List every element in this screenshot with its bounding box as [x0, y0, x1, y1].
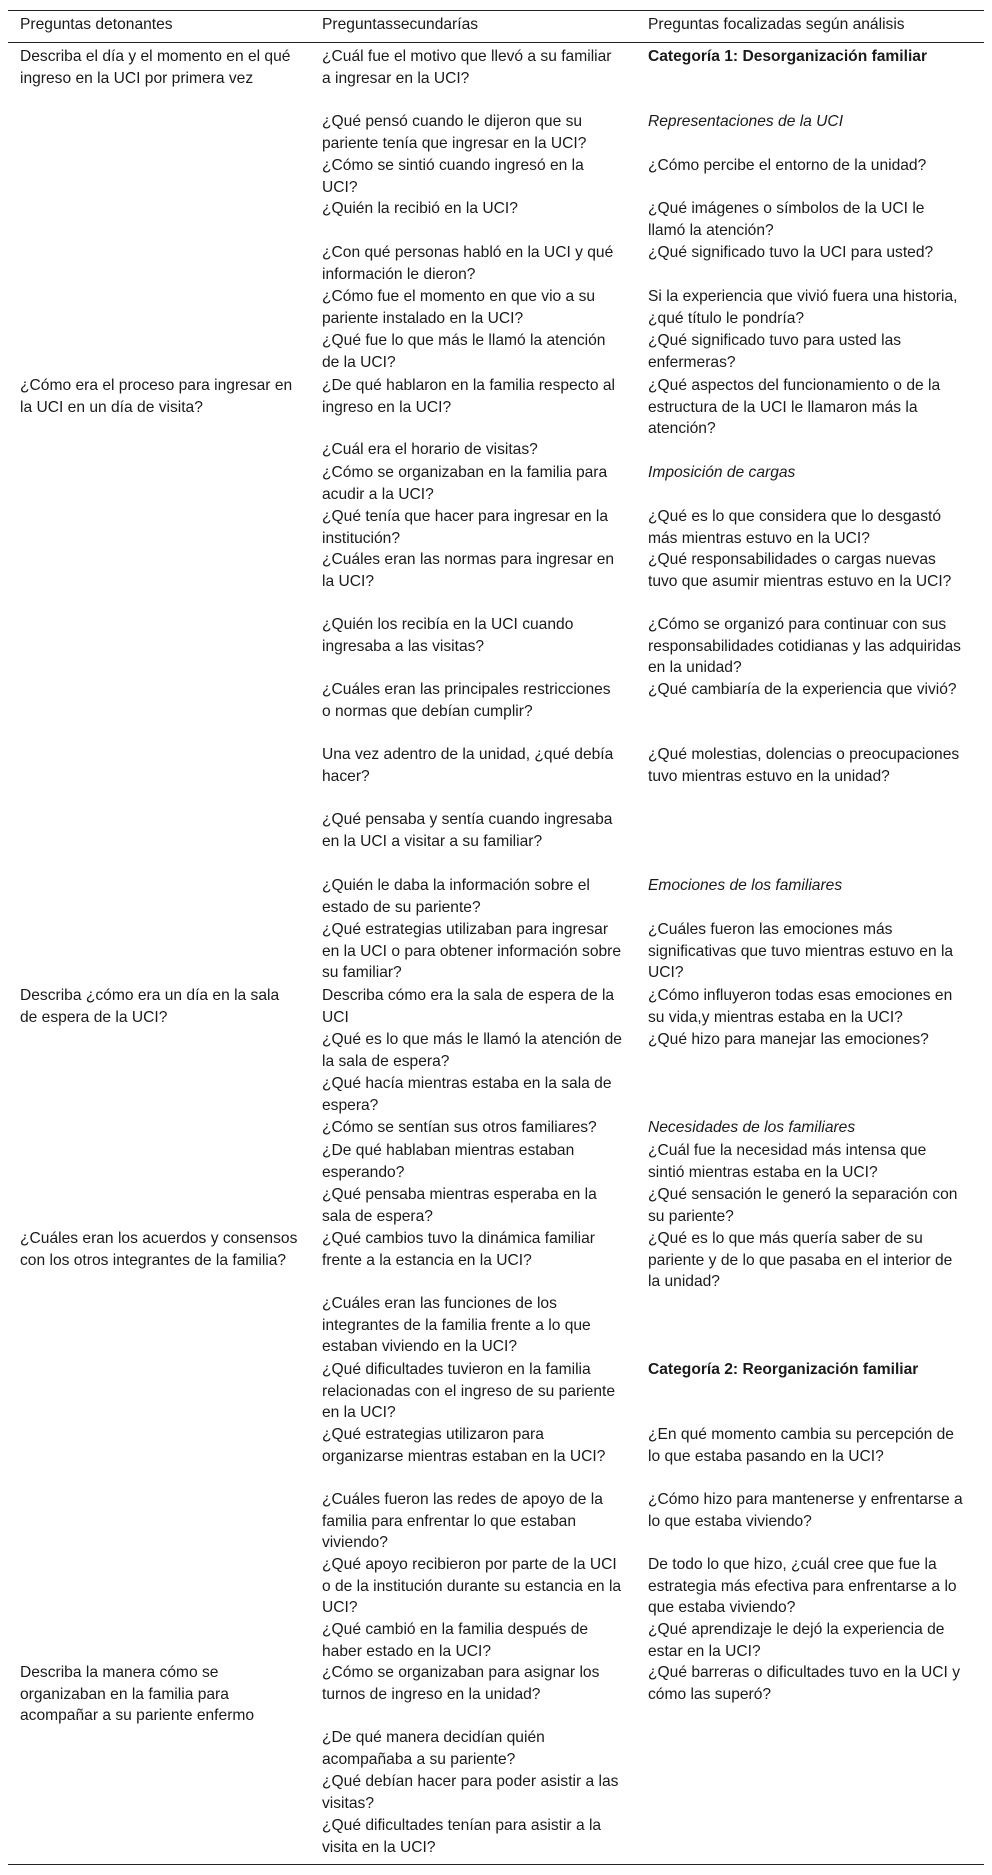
detonante-question: ¿Cómo era el proceso para ingresar en la UCI en un día de visita?: [20, 377, 293, 416]
secundaria-question: ¿De qué manera decidían quién acompañaba a su pariente?: [322, 1729, 545, 1768]
secundaria-question: ¿Qué es lo que más le llamó la atención de la sala de espera?: [322, 1031, 622, 1070]
detonante-question: Describa ¿cómo era un día en la sala de espera de la UCI?: [20, 987, 280, 1026]
secundaria-question: ¿Qué fue lo que más le llamó la atención de la UCI?: [322, 332, 606, 371]
secundaria-question: Describa cómo era la sala de espera de la UCI: [322, 987, 615, 1026]
focalizada-question: ¿Qué molestias, dolencias o preocupaciones tuvo mientras estuvo en la unidad?: [648, 746, 960, 785]
focalizada-question: Si la experiencia que vivió fuera una historia, ¿qué título le pondría?: [648, 288, 958, 327]
category-heading: Categoría 1: Desorganización familiar: [648, 48, 928, 65]
secundaria-question: ¿Cómo se organizaban para asignar los turnos de ingreso en la unidad?: [322, 1664, 600, 1703]
focalizada-question: ¿Qué significado tuvo para usted las enfermeras?: [648, 332, 902, 371]
focalizada-question: ¿Qué sensación le generó la separación con su pariente?: [648, 1186, 958, 1225]
secundaria-question: ¿Cuáles eran las principales restricciones o normas que debían cumplir?: [322, 681, 611, 720]
secundaria-question: ¿Qué debían hacer para poder asistir a las visitas?: [322, 1773, 619, 1812]
secundaria-question: ¿Qué hacía mientras estaba en la sala de espera?: [322, 1075, 612, 1114]
focalizada-question: ¿Qué es lo que considera que lo desgastó más mientras estuvo en la UCI?: [648, 508, 942, 547]
subcategory-heading: Necesidades de los familiares: [648, 1119, 856, 1136]
subcategory-heading: Emociones de los familiares: [648, 877, 843, 894]
secundaria-question: Una vez adentro de la unidad, ¿qué debía hacer?: [322, 746, 614, 785]
secundaria-question: ¿Cómo fue el momento en que vio a su pariente instalado en la UCI?: [322, 288, 596, 327]
secundaria-question: ¿De qué hablaban mientras estaban esperando?: [322, 1142, 575, 1181]
header-bottom-rule: [8, 42, 984, 43]
secundaria-question: ¿Qué tenía que hacer para ingresar en la institución?: [322, 508, 609, 547]
detonante-question: Describa el día y el momento en el qué ingreso en la UCI por primera vez: [20, 48, 291, 87]
focalizada-question: ¿Qué aprendizaje le dejó la experiencia de estar en la UCI?: [648, 1621, 945, 1660]
secundaria-question: ¿Cuál fue el motivo que llevó a su familiar a ingresar en la UCI?: [322, 48, 612, 87]
focalizada-question: ¿Qué hizo para manejar las emociones?: [648, 1031, 929, 1048]
detonante-question: ¿Cuáles eran los acuerdos y consensos con los otros integrantes de la familia?: [20, 1230, 298, 1269]
secundaria-question: ¿Qué estrategias utilizaban para ingresar en la UCI o para obtener información sobre su familiar?: [322, 921, 622, 981]
detonante-question: Describa la manera cómo se organizaban en la familia para acompañar a su pariente enfermo: [20, 1664, 255, 1724]
table-top-rule: [8, 10, 984, 11]
secundaria-question: ¿Cuál era el horario de visitas?: [322, 441, 538, 458]
header-detonantes: Preguntas detonantes: [20, 16, 173, 33]
secundaria-question: ¿Cómo se organizaban en la familia para acudir a la UCI?: [322, 464, 608, 503]
subcategory-heading: Representaciones de la UCI: [648, 113, 844, 130]
secundaria-question: ¿Con qué personas habló en la UCI y qué información le dieron?: [322, 244, 614, 283]
secundaria-question: ¿Cuáles eran las funciones de los integrantes de la familia frente a lo que estaban viviendo en la UCI?: [322, 1295, 591, 1355]
focalizada-question: ¿Qué imágenes o símbolos de la UCI le llamó la atención?: [648, 200, 925, 239]
secundaria-question: ¿Qué pensaba y sentía cuando ingresaba en la UCI a visitar a su familiar?: [322, 811, 613, 850]
secundaria-question: ¿Qué estrategias utilizaron para organizarse mientras estaban en la UCI?: [322, 1426, 606, 1465]
focalizada-question: ¿Cómo percibe el entorno de la unidad?: [648, 157, 927, 174]
focalizada-question: ¿Qué es lo que más quería saber de su pariente y de lo que pasaba en el interior de la unidad?: [648, 1230, 953, 1290]
focalizada-question: ¿Cómo hizo para mantenerse y enfrentarse a lo que estaba viviendo?: [648, 1491, 963, 1530]
focalizada-question: ¿En qué momento cambia su percepción de lo que estaba pasando en la UCI?: [648, 1426, 954, 1465]
focalizada-question: ¿Qué significado tuvo la UCI para usted?: [648, 244, 934, 261]
secundaria-question: ¿Qué cambios tuvo la dinámica familiar frente a la estancia en la UCI?: [322, 1230, 595, 1269]
secundaria-question: ¿Cuáles eran las normas para ingresar en la UCI?: [322, 551, 615, 590]
header-focalizadas: Preguntas focalizadas según análisis: [648, 16, 905, 33]
secundaria-question: ¿Qué dificultades tenían para asistir a la visita en la UCI?: [322, 1817, 602, 1856]
focalizada-question: ¿Cómo se organizó para continuar con sus responsabilidades cotidianas y las adquiridas en la unidad?: [648, 616, 961, 676]
focalizada-question: ¿Qué barreras o dificultades tuvo en la UCI y cómo las superó?: [648, 1664, 961, 1703]
focalizada-question: ¿Qué cambiaría de la experiencia que vivió?: [648, 681, 957, 698]
focalizada-question: De todo lo que hizo, ¿cuál cree que fue la estrategia más efectiva para enfrentarse a lo que estaba viviendo?: [648, 1556, 957, 1616]
secundaria-question: ¿De qué hablaron en la familia respecto al ingreso en la UCI?: [322, 377, 615, 416]
secundaria-question: ¿Qué pensó cuando le dijeron que su pariente tenía que ingresar en la UCI?: [322, 113, 587, 152]
secundaria-question: ¿Quién la recibió en la UCI?: [322, 200, 518, 217]
focalizada-question: ¿Cómo influyeron todas esas emociones en su vida,y mientras estaba en la UCI?: [648, 987, 953, 1026]
secundaria-question: ¿Cómo se sentían sus otros familiares?: [322, 1119, 597, 1136]
secundaria-question: ¿Cómo se sintió cuando ingresó en la UCI?: [322, 157, 584, 196]
secundaria-question: ¿Quién le daba la información sobre el estado de su pariente?: [322, 877, 590, 916]
focalizada-question: ¿Cuáles fueron las emociones más significativas que tuvo mientras estuvo en la UCI?: [648, 921, 954, 981]
secundaria-question: ¿Qué apoyo recibieron por parte de la UCI o de la institución durante su estancia en la UCI?: [322, 1556, 622, 1616]
secundaria-question: ¿Qué pensaba mientras esperaba en la sala de espera?: [322, 1186, 597, 1225]
category-heading: Categoría 2: Reorganización familiar: [648, 1361, 919, 1378]
header-secundarias: Preguntassecundarías: [322, 16, 479, 33]
secundaria-question: ¿Quién los recibía en la UCI cuando ingresaba a las visitas?: [322, 616, 574, 655]
table-bottom-rule: [8, 1864, 984, 1865]
secundaria-question: ¿Qué cambió en la familia después de haber estado en la UCI?: [322, 1621, 589, 1660]
subcategory-heading: Imposición de cargas: [648, 464, 796, 481]
focalizada-question: ¿Qué responsabilidades o cargas nuevas tuvo que asumir mientras estuvo en la UCI?: [648, 551, 952, 590]
secundaria-question: ¿Cuáles fueron las redes de apoyo de la familia para enfrentar lo que estaban viviendo?: [322, 1491, 603, 1551]
secundaria-question: ¿Qué dificultades tuvieron en la familia relacionadas con el ingreso de su pariente en la UCI?: [322, 1361, 616, 1421]
focalizada-question: ¿Qué aspectos del funcionamiento o de la estructura de la UCI le llamaron más la atención?: [648, 377, 941, 437]
focalizada-question: ¿Cuál fue la necesidad más intensa que sintió mientras estaba en la UCI?: [648, 1142, 927, 1181]
